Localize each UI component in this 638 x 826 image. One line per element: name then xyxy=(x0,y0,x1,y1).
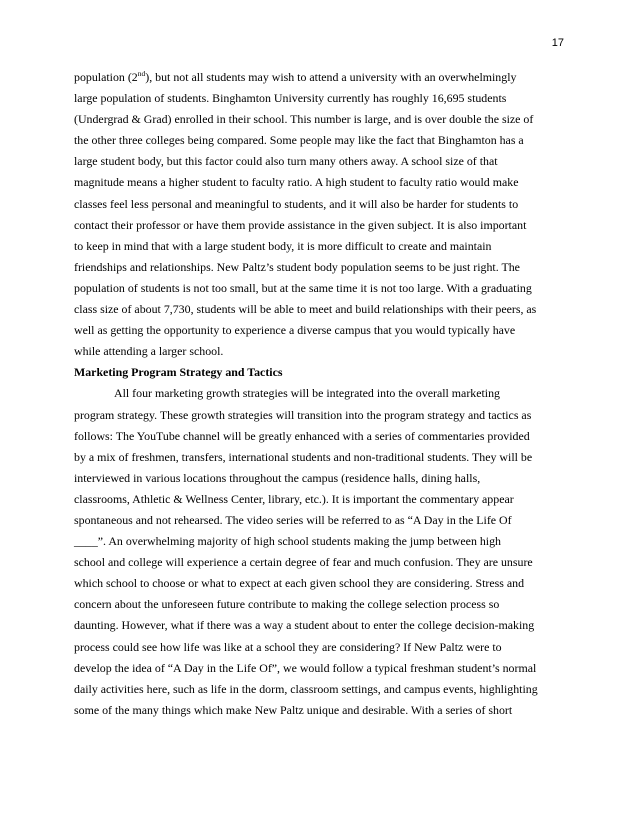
text-line: spontaneous and not rehearsed. The video series will be referred to as “A Day in the Life Of xyxy=(74,512,512,527)
text-line: school and college will experience a certain degree of fear and much confusion. They are unsure xyxy=(74,555,533,570)
text-line: to keep in mind that with a large student body, it is more difficult to create and maintain xyxy=(74,238,492,253)
page-number: 17 xyxy=(551,37,564,49)
text-line: while attending a larger school. xyxy=(74,344,224,359)
text-line: develop the idea of “A Day in the Life Of”, we would follow a typical freshman student’s normal xyxy=(74,660,537,675)
text-line: which school to choose or what to expect at each given school they are considering. Stress and xyxy=(74,576,525,591)
text-line: large student body, but this factor could also turn many others away. A school size of that xyxy=(74,154,498,169)
text-line: class size of about 7,730, students will be able to meet and build relationships with their peers, as xyxy=(74,302,537,317)
text-line: population of students is not too small, but at the same time it is not too large. With a graduating xyxy=(74,280,532,295)
text-line: classes feel less personal and meaningful to students, and it will also be harder for students to xyxy=(74,196,519,211)
text-line: (Undergrad & Grad) enrolled in their school. This number is large, and is over double the size of xyxy=(74,112,534,127)
section-heading: Marketing Program Strategy and Tactics xyxy=(74,365,283,380)
text-line: by a mix of freshmen, transfers, international students and non-traditional students. They will be xyxy=(74,449,533,464)
text-line: interviewed in various locations throughout the campus (residence halls, dining halls, xyxy=(74,470,481,485)
text-line: large population of students. Binghamton University currently has roughly 16,695 students xyxy=(74,91,507,106)
text-line: daily activities here, such as life in the dorm, classroom settings, and campus events, highlighting xyxy=(74,681,538,696)
text-line: classrooms, Athletic & Wellness Center, library, etc.). It is important the commentary appear xyxy=(74,491,514,506)
text-line: the other three colleges being compared. Some people may like the fact that Binghamton has a xyxy=(74,133,524,148)
body-text xyxy=(74,67,564,721)
text-line: some of the many things which make New Paltz unique and desirable. With a series of short xyxy=(74,702,513,717)
text-line: program strategy. These growth strategies will transition into the program strategy and tactics as xyxy=(74,407,532,422)
text-line: well as getting the opportunity to experience a diverse campus that you would typically have xyxy=(74,323,516,338)
text-line: contact their professor or have them provide assistance in the given subject. It is also important xyxy=(74,217,527,232)
text-line: All four marketing growth strategies will be integrated into the overall marketing xyxy=(114,386,501,401)
text-line: follows: The YouTube channel will be greatly enhanced with a series of commentaries provided xyxy=(74,428,530,443)
text-fragment: ), but not all students may wish to attend a university with an overwhelmingly xyxy=(145,70,517,84)
text-line: magnitude means a higher student to faculty ratio. A high student to faculty ratio would make xyxy=(74,175,519,190)
text-line: ____”. An overwhelming majority of high school students making the jump between high xyxy=(74,534,502,549)
superscript: nd xyxy=(137,69,146,79)
text-fragment: population (2 xyxy=(74,70,138,84)
text-line: daunting. However, what if there was a way a student about to enter the college decision-making xyxy=(74,618,535,633)
text-line: process could see how life was like at a school they are considering? If New Paltz were to xyxy=(74,639,502,654)
text-line xyxy=(74,67,564,88)
text-line: friendships and relationships. New Paltz’s student body population seems to be just right. The xyxy=(74,259,520,274)
text-line: concern about the unforeseen future contribute to making the college selection process so xyxy=(74,597,500,612)
